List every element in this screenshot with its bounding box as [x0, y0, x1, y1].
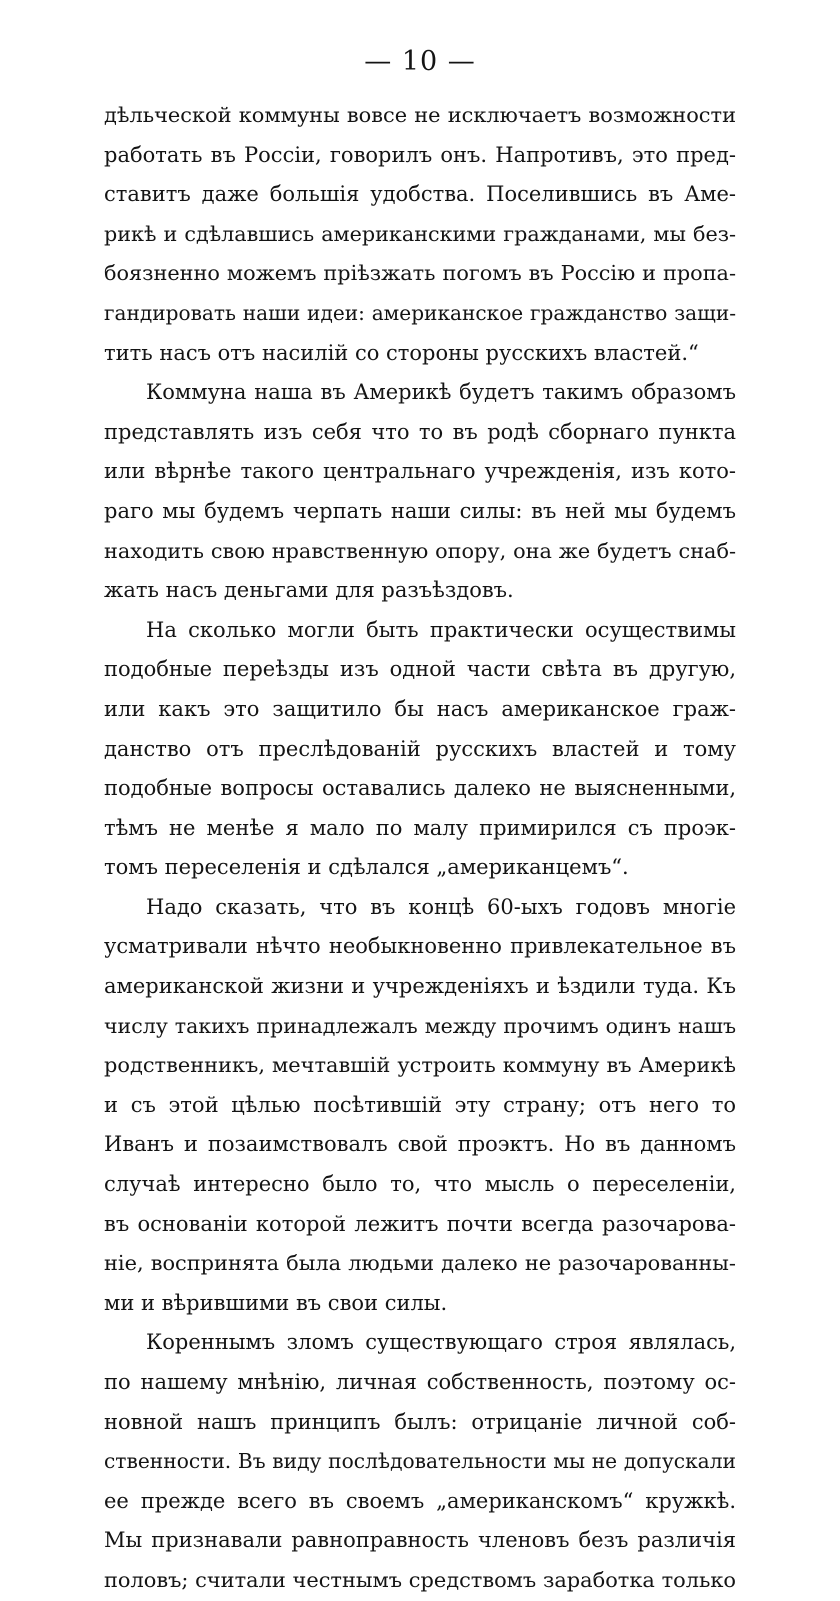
text-line: тѣмъ не менѣе я мало по малу примирился съ проэк-	[104, 815, 736, 840]
text-line: по нашему мнѣнію, личная собственность, поэтому ос-	[104, 1370, 736, 1394]
text-line: представлять изъ себя что то въ родѣ сборнаго пункта	[104, 419, 736, 444]
page-number: — 10 —	[364, 46, 476, 77]
text-line: половъ; считали честнымъ средствомъ заработка только	[104, 1567, 736, 1592]
text-line: рикѣ и сдѣлавшись американскими гражданами, мы без-	[104, 221, 736, 246]
text-line: ее прежде всего въ своемъ „американскомъ“ кружкѣ.	[104, 1488, 736, 1513]
paragraph	[104, 96, 736, 373]
text-line: числу такихъ принадлежалъ между прочимъ одинъ нашъ	[104, 1013, 736, 1038]
text-line: или вѣрнѣе такого центральнаго учрежденія, изъ кото-	[104, 459, 736, 484]
paragraph	[104, 611, 736, 888]
text-line: раго мы будемъ черпать наши силы: въ ней мы будемъ	[104, 498, 736, 523]
text-line: или какъ это защитило бы насъ американское граж-	[104, 696, 736, 721]
text-line: На сколько могли быть практически осуществимы	[146, 617, 736, 642]
paragraph	[104, 373, 736, 611]
paragraph	[104, 1323, 736, 1600]
paragraph	[104, 888, 736, 1324]
text-line: подобные вопросы оставались далеко не выясненными,	[104, 776, 736, 801]
text-line: случаѣ интересно было то, что мысль о переселеніи,	[104, 1172, 736, 1197]
text-line: Надо сказать, что въ концѣ 60-ыхъ годовъ многіе	[146, 894, 736, 919]
text-line: находить свою нравственную опору, она же будетъ снаб-	[104, 538, 736, 563]
text-line: гандировать наши идеи: американское гражданство защи-	[104, 300, 736, 325]
text-line: Мы признавали равноправность членовъ безъ различія	[104, 1528, 736, 1553]
text-line: жать насъ деньгами для разъѣздовъ.	[104, 578, 514, 603]
body-text	[104, 96, 736, 1601]
text-line: и съ этой цѣлью посѣтившій эту страну; отъ него то	[104, 1092, 736, 1117]
text-line: ми и вѣрившими въ свои силы.	[104, 1290, 448, 1315]
text-line: тить насъ отъ насилій со стороны русскихъ властей.“	[104, 340, 699, 365]
text-line: ставитъ даже большія удобства. Поселившись въ Аме-	[104, 182, 736, 207]
text-line: дѣльческой коммуны вовсе не исключаетъ возможности	[104, 103, 736, 127]
text-line: томъ переселенія и сдѣлался „американцемъ“.	[104, 855, 629, 880]
text-line: новной нашъ принципъ былъ: отрицаніе личной соб-	[104, 1409, 736, 1434]
text-line: подобные переѣзды изъ одной части свѣта въ другую,	[104, 657, 736, 682]
text-line: американской жизни и учрежденіяхъ и ѣздили туда. Къ	[104, 974, 736, 999]
text-line: Иванъ и позаимствовалъ свой проэктъ. Но въ данномъ	[104, 1132, 736, 1157]
text-line: боязненно можемъ пріѣзжать погомъ въ Россію и пропа-	[104, 261, 736, 286]
text-line: ніе, воспринята была людьми далеко не разочарованны-	[104, 1251, 736, 1276]
text-line: работать въ Россіи, говорилъ онъ. Напротивъ, это пред-	[104, 142, 736, 167]
text-line: данство отъ преслѣдованій русскихъ властей и тому	[104, 736, 736, 761]
text-line: ственности. Въ виду послѣдовательности мы не допускали	[104, 1449, 736, 1474]
text-line: усматривали нѣчто необыкновенно привлекательное въ	[104, 934, 736, 959]
text-line: родственникъ, мечтавшій устроить коммуну въ Америкѣ	[104, 1053, 736, 1078]
text-line: Кореннымъ зломъ существующаго строя являлась,	[146, 1330, 736, 1355]
text-line: Коммуна наша въ Америкѣ будетъ такимъ образомъ	[146, 380, 736, 405]
text-line: въ основаніи которой лежитъ почти всегда разочарова-	[104, 1211, 736, 1236]
